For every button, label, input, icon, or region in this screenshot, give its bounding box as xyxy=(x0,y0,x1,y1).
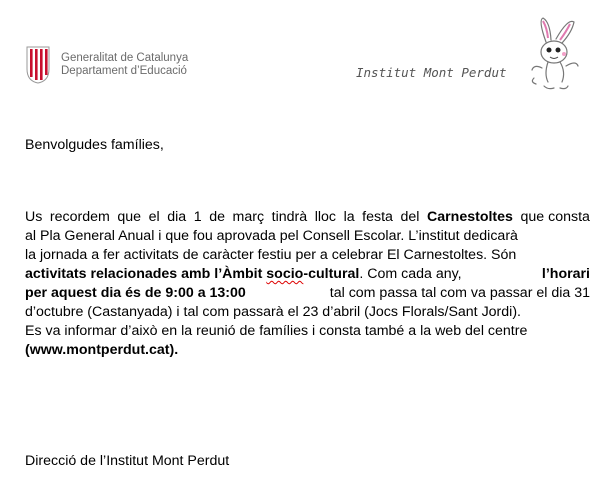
schedule-bold: per aquest dia és de 9:00 a 13:00 xyxy=(25,285,246,301)
horari-bold: l’horari xyxy=(541,266,590,282)
body-line-6: d’octubre (Castanyada) i tal com passarà el 23 d’abril (Jocs Florals/Sant Jordi). xyxy=(25,304,521,320)
body-line-1: Us recordem que el dia 1 de març tindrà lloc la festa del Carnestoltes que consta xyxy=(25,209,590,225)
body-line-3: la jornada a fer activitats de caràcter festiu per a celebrar El Carnestoltes. Són xyxy=(25,247,517,263)
signature: Direcció de l’Institut Mont Perdut xyxy=(25,453,230,469)
organization-line-2: Departament d’Educació xyxy=(61,65,187,77)
greeting: Benvolgudes famílies, xyxy=(25,137,164,153)
rabbit-mascot-icon xyxy=(524,16,584,91)
spellcheck-underline: socio xyxy=(266,266,304,282)
organization-line-1: Generalitat de Catalunya xyxy=(61,52,189,64)
body-line-5: per aquest dia és de 9:00 a 13:00 tal com passa tal com va passar el dia 31 xyxy=(25,285,590,301)
body-line-7: Es va informar d’això en la reunió de famílies i consta també a la web del centre xyxy=(25,323,528,339)
organization-name xyxy=(61,52,188,78)
body-line-4: activitats relacionades amb l’Àmbit socio-cultural. Com cada any, l’horari xyxy=(25,266,590,282)
body-line-2: al Pla General Anual i que fou aprovada pel Consell Escolar. L’institut dedicarà xyxy=(25,228,518,244)
school-name: Institut Mont Perdut xyxy=(356,65,507,80)
website-link[interactable]: (www.montperdut.cat). xyxy=(25,342,179,358)
letter-body xyxy=(25,208,590,360)
carnestoltes-bold: Carnestoltes xyxy=(427,209,513,225)
generalitat-flag-icon xyxy=(25,45,51,85)
body-line-8 xyxy=(25,341,590,360)
